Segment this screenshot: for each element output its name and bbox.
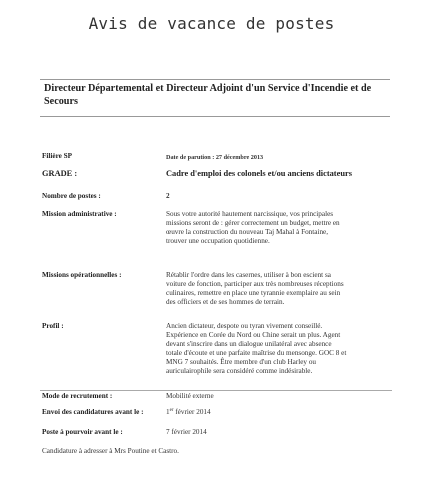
- nombre-postes-label: Nombre de postes :: [42, 192, 101, 200]
- mode-recrutement-value: Mobilité externe: [166, 392, 214, 400]
- envoi-ordinal: er: [169, 408, 174, 413]
- profil-line: MNG 7 souhaités. Être membre d'un club Harley ou: [166, 358, 317, 366]
- mission-admin-line: trouver une occupation quotidienne.: [166, 237, 270, 245]
- poste-pourvoir-label: Poste à pourvoir avant le :: [42, 428, 123, 436]
- profil-line: auriculairophile sera considéré comme indésirable.: [166, 367, 313, 375]
- profil-line: devant s'inscrire dans un dialogue unilatéral avec absence: [166, 340, 332, 348]
- profil-label: Profil :: [42, 322, 64, 330]
- missions-ops-label: Missions opérationnelles :: [42, 271, 122, 279]
- nombre-postes-value: 2: [166, 192, 170, 200]
- mission-admin-line: Sous votre autorité hautement narcissique, vos principales: [166, 210, 334, 218]
- post-title: Directeur Départemental et Directeur Adjoint d'un Service d'Incendie et de Secours: [44, 83, 372, 107]
- poste-pourvoir-value: 7 février 2014: [166, 428, 207, 436]
- application-instructions: Candidature à adresser à Mrs Poutine et Castro.: [42, 447, 179, 455]
- profil-line: totale d'écoute et une parfaite maîtrise du mensonge. GOC 8 et: [166, 349, 347, 357]
- section-divider: [40, 390, 392, 391]
- profil-line: Ancien dictateur, despote ou tyran vivement conseillé.: [166, 322, 323, 330]
- grade-label: GRADE :: [42, 169, 78, 178]
- mode-recrutement-label: Mode de recrutement :: [42, 392, 113, 400]
- envoi-value: [166, 408, 211, 417]
- publication-date: Date de parution : 27 décembre 2013: [166, 154, 264, 161]
- filiere-label: Filière SP: [42, 152, 73, 160]
- mission-admin-line: œuvre la construction du nouveau Taj Mahal à Fontaine,: [166, 228, 329, 236]
- missions-ops-line: culinaires, remettre en place une tyrannie exemplaire au sein: [166, 289, 341, 297]
- profil-line: Expérience en Corée du Nord ou Chine serait un plus. Agent: [166, 331, 341, 339]
- envoi-day: 1: [166, 408, 170, 416]
- missions-ops-line: Rétablir l'ordre dans les casernes, utiliser à bon escient sa: [166, 271, 331, 279]
- grade-value: Cadre d'emploi des colonels et/ou anciens dictateurs: [166, 169, 352, 178]
- mission-admin-label: Mission administrative :: [42, 210, 117, 218]
- missions-ops-line: voiture de fonction, participer aux très nombreuses réceptions: [166, 280, 344, 288]
- missions-ops-line: des officiers et de ses hommes de terrain.: [166, 298, 285, 306]
- page-title: Avis de vacance de postes: [88, 14, 335, 33]
- envoi-month-year: février 2014: [173, 408, 211, 416]
- mission-admin-line: missions seront de : gérer correctement un budget, mettre en: [166, 219, 340, 227]
- envoi-label: Envoi des candidatures avant le :: [42, 408, 144, 416]
